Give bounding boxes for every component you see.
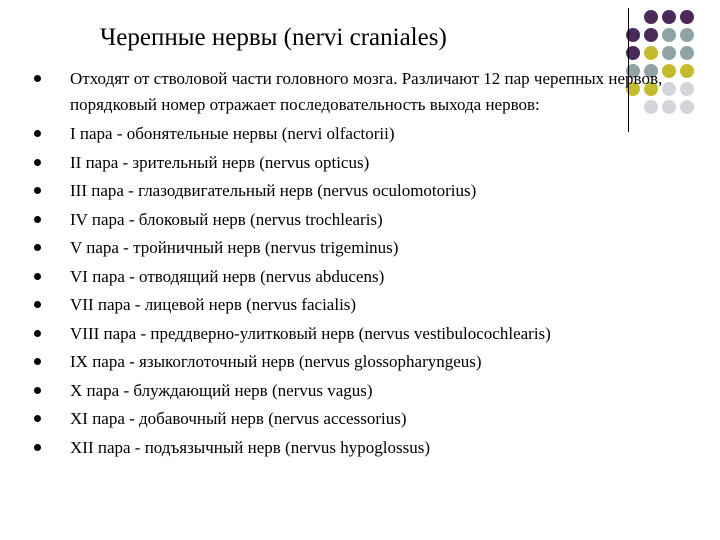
- decor-dot: [662, 10, 676, 24]
- decor-dot: [680, 10, 694, 24]
- bullet-icon: [34, 415, 41, 422]
- decor-dot: [644, 10, 658, 24]
- list-item: [34, 177, 694, 206]
- nerve-text: IV пара - блоковый нерв (nervus trochlearis): [70, 209, 383, 229]
- bullet-icon: [34, 387, 41, 394]
- decor-dot: [662, 28, 676, 42]
- bullet-icon: [34, 216, 41, 223]
- bullet-icon: [34, 358, 41, 365]
- nerve-text: III пара - глазодвигательный нерв (nervus oculomotorius): [70, 181, 477, 200]
- bullet-icon: [34, 75, 41, 82]
- nerve-text: X пара - блуждающий нерв (nervus vagus): [70, 380, 373, 400]
- nerve-text: V пара - тройничный нерв (nervus trigeminus): [70, 238, 399, 257]
- list-item: [34, 149, 694, 178]
- list-item: [34, 206, 694, 235]
- nerve-text: VII пара - лицевой нерв (nervus facialis): [70, 295, 357, 314]
- list-item: [34, 120, 694, 149]
- bullet-icon: [34, 130, 41, 137]
- bullet-icon: [34, 444, 41, 451]
- list-item: [34, 234, 694, 263]
- list-item: [34, 348, 694, 377]
- decor-dot: [644, 46, 658, 60]
- bullet-icon: [34, 244, 41, 251]
- list-item: [34, 263, 694, 292]
- decor-dot: [662, 46, 676, 60]
- nerve-text: XII пара - подъязычный нерв (nervus hypoglossus): [70, 437, 431, 457]
- bullet-icon: [34, 301, 41, 308]
- intro-text: Отходят от стволовой части головного мозга. Различают 12 пар черепных нервов, порядковый номер отражает последовательность выхода нервов:: [70, 69, 663, 114]
- nerve-text: VI пара - отводящий нерв (nervus abducens): [70, 266, 385, 286]
- list-item: [34, 405, 694, 434]
- decor-dot: [680, 46, 694, 60]
- nerve-text: IX пара - языкоглоточный нерв (nervus glossopharyngeus): [70, 352, 482, 371]
- decor-dot: [644, 28, 658, 42]
- decor-dot: [680, 28, 694, 42]
- list-item: [34, 66, 694, 118]
- list-item: [34, 434, 694, 463]
- bullet-icon: [34, 159, 41, 166]
- nerve-text: XI пара - добавочный нерв (nervus accessorius): [70, 409, 407, 428]
- slide-title: Черепные нервы (nervi craniales): [100, 24, 447, 51]
- list-item: [34, 320, 694, 349]
- bullet-list: [34, 66, 694, 462]
- bullet-icon: [34, 330, 41, 337]
- list-item: [34, 377, 694, 406]
- bullet-icon: [34, 273, 41, 280]
- list-item: [34, 291, 694, 320]
- nerve-text: II пара - зрительный нерв (nervus opticus): [70, 152, 370, 172]
- nerve-text: VIII пара - преддверно-улитковый нерв (nervus vestibulocochlearis): [70, 323, 551, 343]
- nerve-text: I пара - обонятельные нервы (nervi olfactorii): [70, 124, 395, 143]
- bullet-icon: [34, 187, 41, 194]
